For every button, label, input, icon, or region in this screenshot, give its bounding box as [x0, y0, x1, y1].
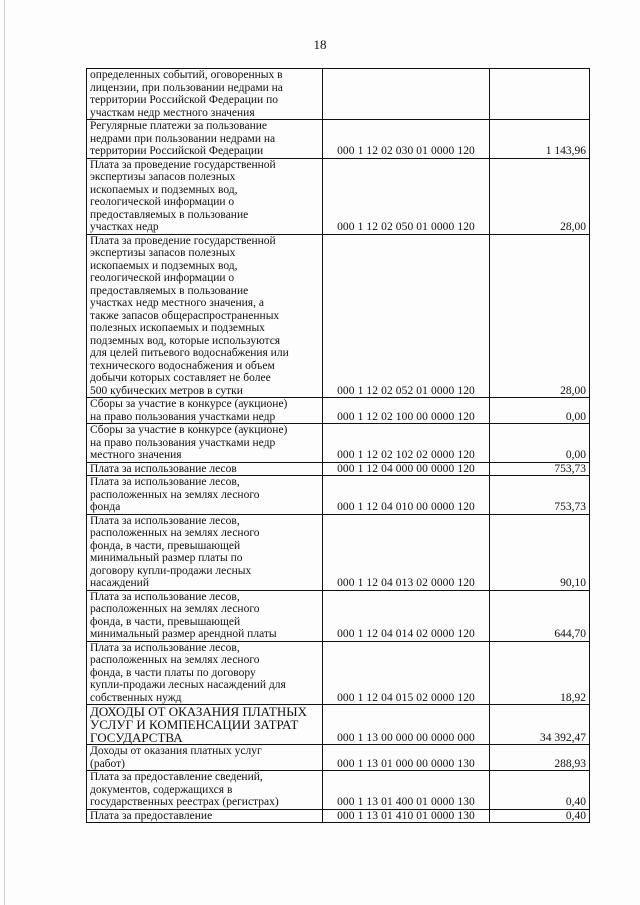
revenue-name-line: территории Российской Федерации по: [90, 94, 278, 106]
revenue-name-line: Регулярные платежи за пользование: [90, 120, 268, 132]
revenue-name-cell: [87, 641, 323, 705]
revenue-name-line: Плата за использование лесов,: [90, 514, 240, 527]
table-row: [87, 745, 590, 771]
revenue-name-cell: [87, 158, 323, 234]
revenue-name-line: Сборы за участие в конкурсе (аукционе): [90, 424, 288, 436]
revenue-name-line: УСЛУГ И КОМПЕНСАЦИИ ЗАТРАТ: [90, 717, 299, 732]
revenue-name-line: фонда: [90, 501, 121, 513]
revenue-name-line: технического водоснабжения и объем: [90, 359, 275, 372]
revenue-name-line: участках недр: [90, 221, 159, 233]
scan-edge: [4, 0, 5, 905]
budget-code-cell: 000 1 13 00 000 00 0000 000: [323, 705, 490, 745]
amount-cell: 18,92: [490, 641, 590, 705]
revenue-name-line: Плата за использование лесов,: [90, 476, 240, 488]
revenue-name-line: экспертизы запасов полезных: [90, 171, 236, 183]
revenue-name-cell: [87, 809, 323, 823]
revenue-name-line: геологической информации о: [90, 272, 235, 284]
revenue-name-line: добычи которых составляет не более: [90, 372, 271, 384]
revenue-name-cell: [87, 745, 323, 771]
revenue-name-line: расположенных на землях лесного: [90, 527, 260, 539]
revenue-name-line: участках недр местного значения, а: [90, 297, 264, 309]
budget-code-cell: 000 1 12 02 050 01 0000 120: [323, 158, 490, 234]
revenue-name-line: Плата за использование лесов: [90, 462, 237, 475]
amount-cell: 0,00: [490, 398, 590, 424]
budget-code-cell: 000 1 13 01 410 01 0000 130: [323, 809, 490, 823]
revenue-name-line: фонда, в части, превышающей: [90, 615, 241, 628]
revenue-name-line: геологической информации о: [90, 196, 235, 208]
revenue-name-line: Плата за проведение государственной: [90, 234, 276, 247]
revenue-name-cell: [87, 476, 323, 515]
revenue-name-line: расположенных на землях лесного: [90, 654, 260, 666]
budget-code-cell: 000 1 12 02 100 00 0000 120: [323, 398, 490, 424]
amount-cell: 753,73: [490, 476, 590, 515]
table-row: [87, 809, 590, 823]
revenue-name-line: подземных вод, которые используются: [90, 334, 281, 347]
revenue-name-line: определенных событий, оговоренных в: [90, 69, 283, 81]
revenue-name-line: насаждений: [90, 577, 149, 589]
revenue-name-line: полезных ископаемых и подземных: [90, 322, 265, 334]
revenue-name-line: купли-продажи лесных насаждений для: [90, 679, 286, 691]
budget-code-cell: 000 1 13 01 400 01 0000 130: [323, 771, 490, 810]
revenue-name-line: фонда, в части, превышающей: [90, 539, 241, 552]
amount-cell: 34 392,47: [490, 705, 590, 745]
amount-cell: 28,00: [490, 234, 590, 398]
table-row: [87, 590, 590, 641]
amount-cell: 1 143,96: [490, 120, 590, 159]
budget-code-cell: 000 1 13 01 000 00 0000 130: [323, 745, 490, 771]
revenue-name-line: минимальный размер арендной платы: [90, 628, 277, 640]
amount-cell: 0,00: [490, 424, 590, 463]
revenue-name-line: 500 кубических метров в сутки: [90, 384, 243, 397]
revenue-name-cell: [87, 424, 323, 463]
revenue-name-line: лицензии, при пользовании недрами на: [90, 81, 283, 94]
amount-cell: 644,70: [490, 590, 590, 641]
page-number: 18: [313, 37, 327, 52]
revenue-name-line: расположенных на землях лесного: [90, 603, 260, 615]
table-row: [87, 398, 590, 424]
table-row: [87, 462, 590, 476]
revenue-name-cell: [87, 69, 323, 120]
table-row: [87, 476, 590, 515]
revenue-name-line: Плата за проведение государственной: [90, 158, 276, 171]
revenue-name-cell: [87, 234, 323, 398]
amount-cell: 0,40: [490, 771, 590, 810]
revenue-name-line: предоставляемых в пользование: [90, 284, 249, 297]
revenue-name-line: территории Российской Федерации: [90, 145, 264, 157]
revenue-name-line: местного значения: [90, 449, 182, 461]
table-row: [87, 424, 590, 463]
table-row: [87, 641, 590, 705]
revenue-name-line: (работ): [90, 757, 125, 770]
amount-cell: 753,73: [490, 462, 590, 476]
amount-cell: 28,00: [490, 158, 590, 234]
budget-revenue-table: [86, 68, 590, 823]
revenue-name-line: договору купли-продажи лесных: [90, 564, 252, 577]
amount-cell: 288,93: [490, 745, 590, 771]
amount-cell: 90,10: [490, 514, 590, 590]
revenue-name-line: Плата за предоставление сведений,: [90, 771, 263, 783]
revenue-name-line: собственных нужд: [90, 691, 182, 704]
revenue-name-line: ископаемых и подземных вод,: [90, 183, 238, 196]
budget-code-cell: 000 1 12 04 000 00 0000 120: [323, 462, 490, 476]
revenue-name-line: на право пользования участками недр: [90, 410, 276, 423]
revenue-name-cell: [87, 398, 323, 424]
amount-cell: [490, 69, 590, 120]
revenue-name-line: Доходы от оказания платных услуг: [90, 745, 262, 757]
table-row: [87, 705, 590, 745]
budget-code-cell: 000 1 12 02 030 01 0000 120: [323, 120, 490, 159]
budget-code-cell: 000 1 12 02 102 02 0000 120: [323, 424, 490, 463]
revenue-name-line: Плата за предоставление: [90, 809, 213, 822]
table-row: [87, 69, 590, 120]
revenue-name-cell: [87, 462, 323, 476]
revenue-name-line: ископаемых и подземных вод,: [90, 259, 238, 272]
revenue-name-line: ГОСУДАРСТВА: [90, 730, 183, 745]
budget-code-cell: 000 1 12 04 010 00 0000 120: [323, 476, 490, 515]
revenue-name-line: недрами при пользовании недрами на: [90, 132, 276, 145]
revenue-name-line: также запасов общераспространенных: [90, 309, 280, 322]
revenue-name-line: для целей питьевого водоснабжения или: [90, 347, 289, 359]
budget-code-cell: 000 1 12 04 014 02 0000 120: [323, 590, 490, 641]
revenue-name-cell: [87, 514, 323, 590]
table-row: [87, 158, 590, 234]
budget-code-cell: 000 1 12 04 015 02 0000 120: [323, 641, 490, 705]
revenue-name-line: государственных реестрах (регистрах): [90, 796, 279, 808]
table-row: [87, 771, 590, 810]
table-body: [87, 69, 590, 823]
revenue-name-line: Плата за использование лесов,: [90, 590, 240, 603]
revenue-name-line: документов, содержащихся в: [90, 783, 233, 796]
revenue-name-cell: [87, 590, 323, 641]
revenue-name-line: предоставляемых в пользование: [90, 208, 249, 221]
revenue-name-line: Сборы за участие в конкурсе (аукционе): [90, 398, 288, 410]
revenue-name-line: минимальный размер платы по: [90, 552, 243, 564]
table-row: [87, 234, 590, 398]
table-row: [87, 514, 590, 590]
revenue-name-line: фонда, в части платы по договору: [90, 666, 256, 679]
revenue-name-cell: [87, 705, 323, 745]
revenue-name-line: на право пользования участками недр: [90, 436, 276, 449]
budget-code-cell: [323, 69, 490, 120]
table-row: [87, 120, 590, 159]
revenue-name-cell: [87, 120, 323, 159]
budget-code-cell: 000 1 12 02 052 01 0000 120: [323, 234, 490, 398]
revenue-name-line: Плата за использование лесов,: [90, 641, 240, 654]
revenue-name-line: экспертизы запасов полезных: [90, 247, 236, 259]
revenue-name-cell: [87, 771, 323, 810]
amount-cell: 0,40: [490, 809, 590, 823]
revenue-name-line: расположенных на землях лесного: [90, 488, 260, 501]
revenue-name-line: участкам недр местного значения: [90, 106, 255, 119]
revenue-name-line: ДОХОДЫ ОТ ОКАЗАНИЯ ПЛАТНЫХ: [90, 704, 307, 719]
budget-code-cell: 000 1 12 04 013 02 0000 120: [323, 514, 490, 590]
